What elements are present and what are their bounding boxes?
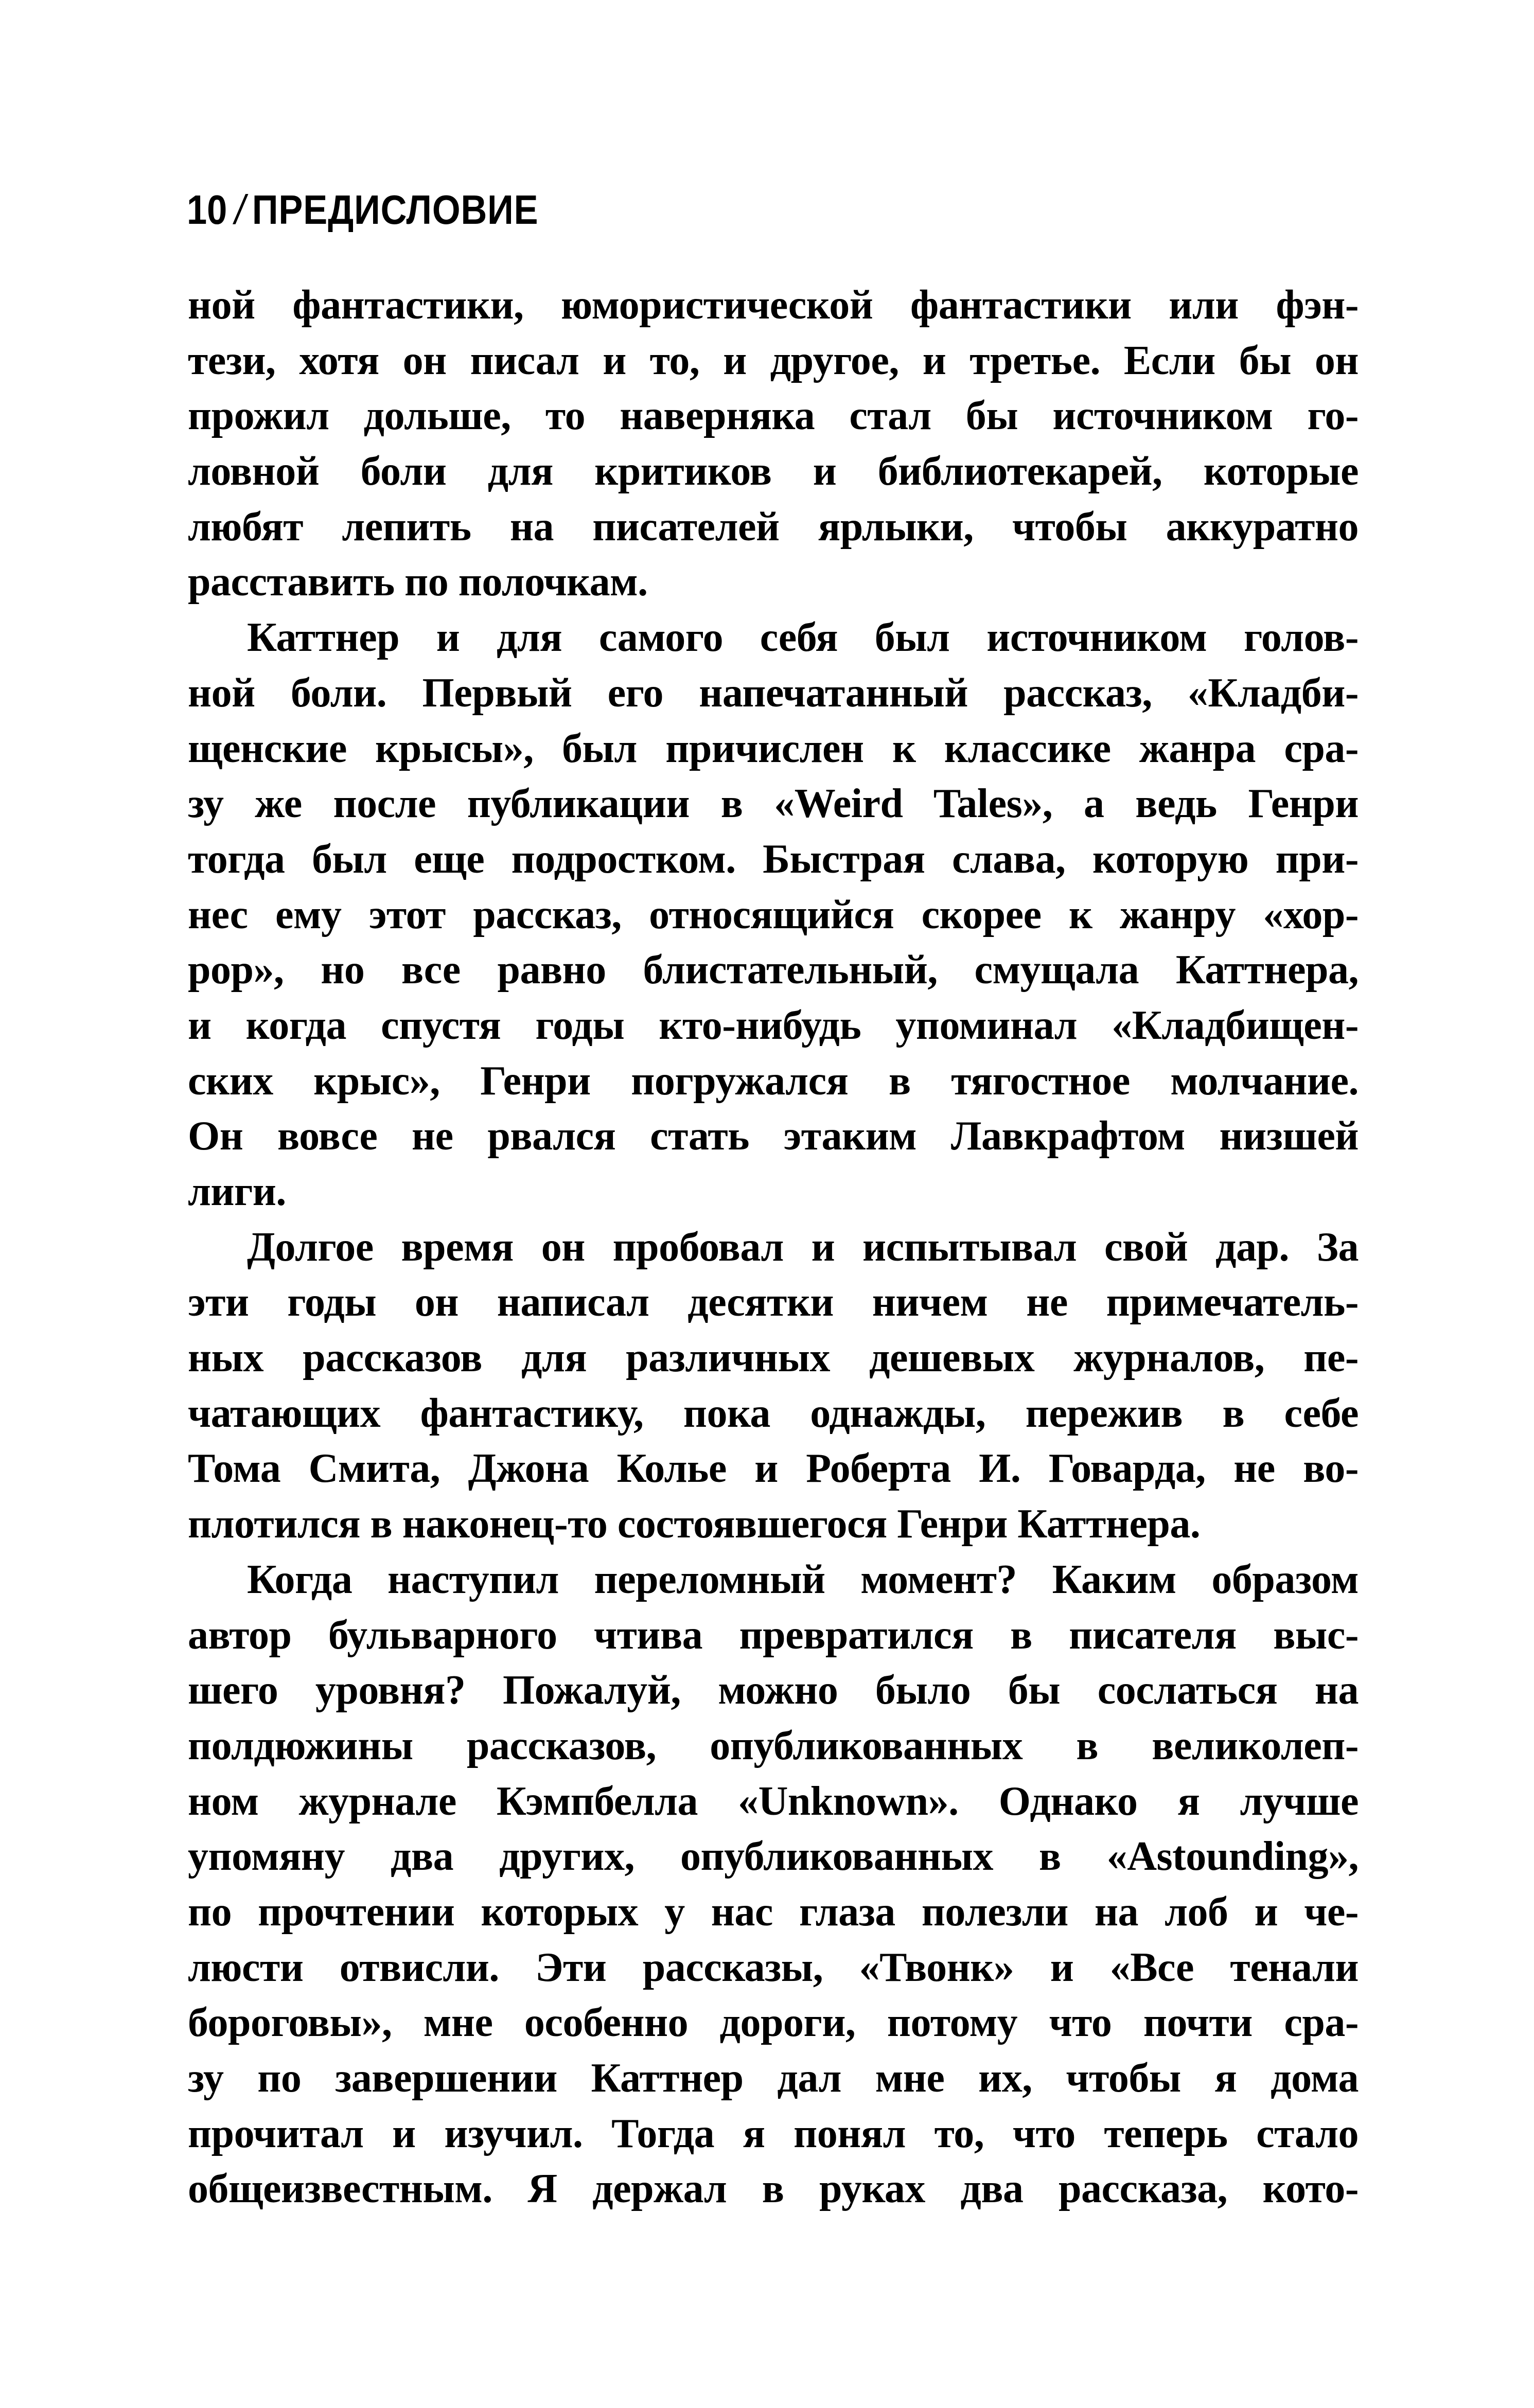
text-line: ных рассказов для различных дешевых журналов, пе-: [188, 1335, 1359, 1381]
text-line: люсти отвисли. Эти рассказы, «Твонк» и «Все тенали: [188, 1944, 1359, 1990]
text-line: общеизвестным. Я держал в руках два рассказа, кото-: [188, 2166, 1359, 2212]
text-line: ских крыс», Генри погружался в тягостное молчание.: [188, 1058, 1359, 1104]
text-line: чатающих фантастику, пока однажды, пережив в себе: [188, 1390, 1359, 1436]
text-line: по прочтении которых у нас глаза полезли на лоб и че-: [188, 1889, 1359, 1935]
text-line: щенские крысы», был причислен к классике жанра сра-: [188, 725, 1359, 771]
text-line: нес ему этот рассказ, относящийся скорее к жанру «хор-: [188, 892, 1359, 937]
text-line: ном журнале Кэмпбелла «Unknown». Однако я лучше: [188, 1778, 1359, 1824]
header-separator: /: [231, 187, 251, 233]
text-line: рор», но все равно блистательный, смущала Каттнера,: [188, 947, 1359, 993]
page-number: 10: [187, 187, 227, 233]
body-text: [188, 278, 1359, 2217]
text-line: упомяну два других, опубликованных в «Astounding»,: [188, 1834, 1359, 1880]
text-line: прожил дольше, то наверняка стал бы источником го-: [188, 393, 1359, 439]
text-line: Тома Смита, Джона Колье и Роберта И. Говарда, не во-: [188, 1446, 1359, 1492]
chapter-title: ПРЕДИСЛОВИЕ: [252, 187, 539, 233]
text-line: лиги.: [188, 1169, 286, 1214]
text-line: ной боли. Первый его напечатанный рассказ, «Кладби-: [188, 670, 1359, 716]
text-line: и когда спустя годы кто-нибудь упоминал «Кладбищен-: [188, 1002, 1359, 1048]
text-line: автор бульварного чтива превратился в писателя выс-: [188, 1612, 1359, 1658]
text-line: шего уровня? Пожалуй, можно было бы сослаться на: [188, 1668, 1359, 1713]
text-line: Он вовсе не рвался стать этаким Лавкрафтом низшей: [188, 1113, 1359, 1159]
text-line: эти годы он написал десятки ничем не примечатель-: [188, 1280, 1359, 1325]
text-line: бороговы», мне особенно дороги, потому что почти сра-: [188, 2000, 1359, 2046]
text-line: тогда был еще подростком. Быстрая слава, которую при-: [188, 836, 1359, 882]
running-header: [187, 189, 538, 231]
text-line: тези, хотя он писал и то, и другое, и третье. Если бы он: [188, 338, 1359, 383]
text-line: Когда наступил переломный момент? Каким образом: [247, 1556, 1359, 1602]
text-line: расставить по полочкам.: [188, 559, 648, 605]
text-line: ной фантастики, юмористической фантастики или фэн-: [188, 282, 1359, 328]
text-line: зу же после публикации в «Weird Tales», а ведь Генри: [188, 781, 1359, 827]
text-line: любят лепить на писателей ярлыки, чтобы аккуратно: [188, 504, 1359, 550]
text-line: зу по завершении Каттнер дал мне их, чтобы я дома: [188, 2056, 1359, 2101]
text-line: ловной боли для критиков и библиотекарей, которые: [188, 449, 1359, 494]
text-line: Долгое время он пробовал и испытывал свой дар. За: [247, 1224, 1359, 1270]
text-line: плотился в наконец-то состоявшегося Генри Каттнера.: [188, 1501, 1201, 1547]
text-line: прочитал и изучил. Тогда я понял то, что теперь стало: [188, 2111, 1359, 2156]
text-line: Каттнер и для самого себя был источником голов-: [247, 615, 1359, 661]
text-line: полдюжины рассказов, опубликованных в великолеп-: [188, 1723, 1359, 1768]
